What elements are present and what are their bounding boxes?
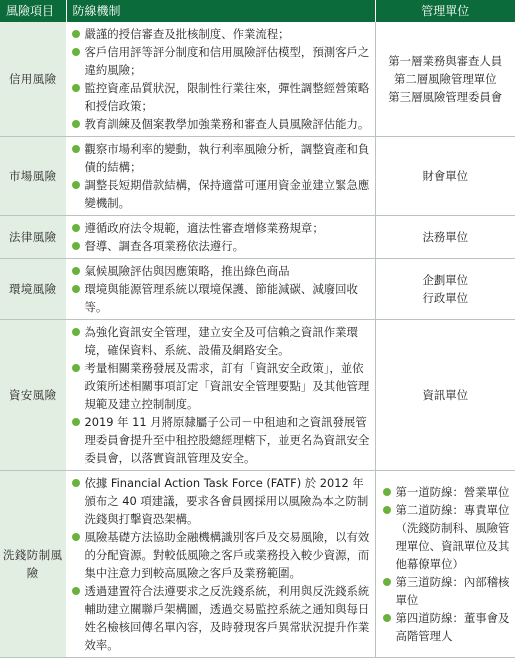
bullet-icon [72,48,80,56]
risk-category: 資安風險 [0,320,66,471]
bullet-icon [72,285,80,293]
risk-category: 洗錢防制風險 [0,471,66,658]
list-item [71,237,371,255]
list-item [71,474,371,528]
list-item-text: 觀察市場利率的變動，執行利率風險分析，調整資產和負債的結構； [84,142,370,174]
manager-unit: 財會單位 [422,169,469,183]
list-item [71,359,371,413]
bullet-icon [72,533,80,541]
list-item [71,528,371,582]
table-row [0,320,515,471]
list-item [382,501,512,573]
bullet-icon [72,30,80,38]
list-item [71,219,371,237]
list-item [71,176,371,212]
mechanism-cell [66,320,375,471]
header-manager: 管理單位 [375,0,515,22]
mechanism-cell [66,216,375,259]
risk-category: 市場風險 [0,137,66,216]
bullet-icon [72,418,80,426]
table-row [0,137,515,216]
manager-unit: 第三層風險管理委員會 [388,90,503,104]
header-category: 風險項目 [0,0,66,22]
manager-unit: 行政單位 [422,291,469,305]
manager-unit: 企劃單位 [422,273,469,287]
list-item [71,323,371,359]
bullet-icon [72,587,80,595]
mechanism-list [71,25,371,133]
manager-cell [375,259,515,320]
bullet-icon [383,614,391,622]
risk-category: 信用風險 [0,22,66,137]
manager-unit: 第四道防線：董事會及高階管理人 [395,611,510,643]
risk-category: 法律風險 [0,216,66,259]
bullet-icon [383,578,391,586]
manager-unit: 第一道防線：營業單位 [395,485,510,499]
bullet-icon [72,120,80,128]
bullet-icon [72,145,80,153]
table-row [0,471,515,658]
manager-unit: 法務單位 [422,230,469,244]
bullet-icon [72,84,80,92]
mechanism-list [71,219,371,255]
risk-category: 環境風險 [0,259,66,320]
bullet-icon [383,488,391,496]
list-item [382,483,512,501]
list-item [382,609,512,645]
list-item-text: 遵循政府法令規範，適法性審查增修業務規章； [84,221,324,235]
bullet-icon [72,364,80,372]
list-item [71,582,371,654]
list-item-text: 依據 Financial Action Task Force (FATF) 於 2012 年頒布之 40 項建議，要求各會員國採用以風險為本之防制洗錢與打擊資恐架構。 [84,476,369,526]
mechanism-cell [66,471,375,658]
bullet-icon [72,479,80,487]
list-item-text: 環境與能源管理系統以環境保護、節能減碳、減廢回收等。 [84,282,358,314]
manager-cell [375,471,515,658]
manager-unit: 資訊單位 [422,388,469,402]
manager-unit: 第一層業務與審查人員 [388,54,503,68]
manager-cell [375,22,515,137]
list-item [71,115,371,133]
bullet-icon [72,328,80,336]
header-mechanism: 防線機制 [66,0,375,22]
manager-cell [375,216,515,259]
manager-list [382,483,512,645]
list-item-text: 調整長短期借款結構，保持適當可運用資金並建立緊急應變機制。 [84,178,370,210]
manager-unit: 第三道防線：內部稽核單位 [395,575,510,607]
table-header-row [0,0,515,22]
mechanism-cell [66,22,375,137]
manager-unit: 第二層風險管理單位 [393,72,497,86]
list-item [71,43,371,79]
list-item [71,262,371,280]
mechanism-cell [66,137,375,216]
manager-unit: 第二道防線：專責單位（洗錢防制科、風險管理單位、資訊單位及其他幕僚單位） [395,503,510,571]
table-row [0,22,515,137]
manager-cell [375,137,515,216]
table-row [0,216,515,259]
mechanism-list [71,140,371,212]
manager-cell [375,320,515,471]
list-item-text: 嚴謹的授信審查及批核制度、作業流程； [84,27,290,41]
list-item-text: 風險基礎方法協助金融機構識別客戶及交易風險，以有效的分配資源。對較低風險之客戶或業務投入較少資源，而集中注意力到較高風險之客戶及業務範圍。 [84,530,370,580]
list-item-text: 2019 年 11 月將原隸屬子公司－中租迪和之資訊發展管理委員會提升至中租控股總經理轄下，並更名為資訊安全委員會，以落實資訊管理及安全。 [84,415,370,465]
bullet-icon [72,181,80,189]
list-item-text: 客戶信用評等評分制度和信用風險評估模型，預測客戶之違約風險； [84,45,370,77]
bullet-icon [72,267,80,275]
list-item-text: 監控資產品質狀況，限制性行業往來，彈性調整經營策略和授信政策； [84,81,370,113]
bullet-icon [72,224,80,232]
list-item [71,140,371,176]
list-item-text: 為強化資訊安全管理，建立安全及可信賴之資訊作業環境，確保資料、系統、設備及網路安全。 [84,325,358,357]
bullet-icon [72,242,80,250]
list-item-text: 考量相關業務發展及需求，訂有「資訊安全政策」，並依政策所述相關事項訂定「資訊安全管理要點」及其他管理規範及建立控制制度。 [84,361,370,411]
mechanism-cell [66,259,375,320]
mechanism-list [71,474,371,654]
table-row [0,259,515,320]
list-item [71,79,371,115]
list-item-text: 教育訓練及個案教學加強業務和審查人員風險評估能力。 [84,117,370,131]
list-item-text: 督導、調查各項業務依法遵行。 [84,239,244,253]
list-item-text: 氣候風險評估與因應策略，推出綠色商品 [84,264,290,278]
list-item [71,280,371,316]
list-item [71,25,371,43]
list-item [71,413,371,467]
bullet-icon [383,506,391,514]
mechanism-list [71,262,371,316]
list-item [382,573,512,609]
list-item-text: 透過建置符合法遵要求之反洗錢系統，利用與反洗錢系統輔助建立關聯戶架構圖，透過交易監控系統之通知與每日姓名檢核回傳名單內容，及時發現客戶異常狀況提升作業效率。 [84,584,370,652]
mechanism-list [71,323,371,467]
